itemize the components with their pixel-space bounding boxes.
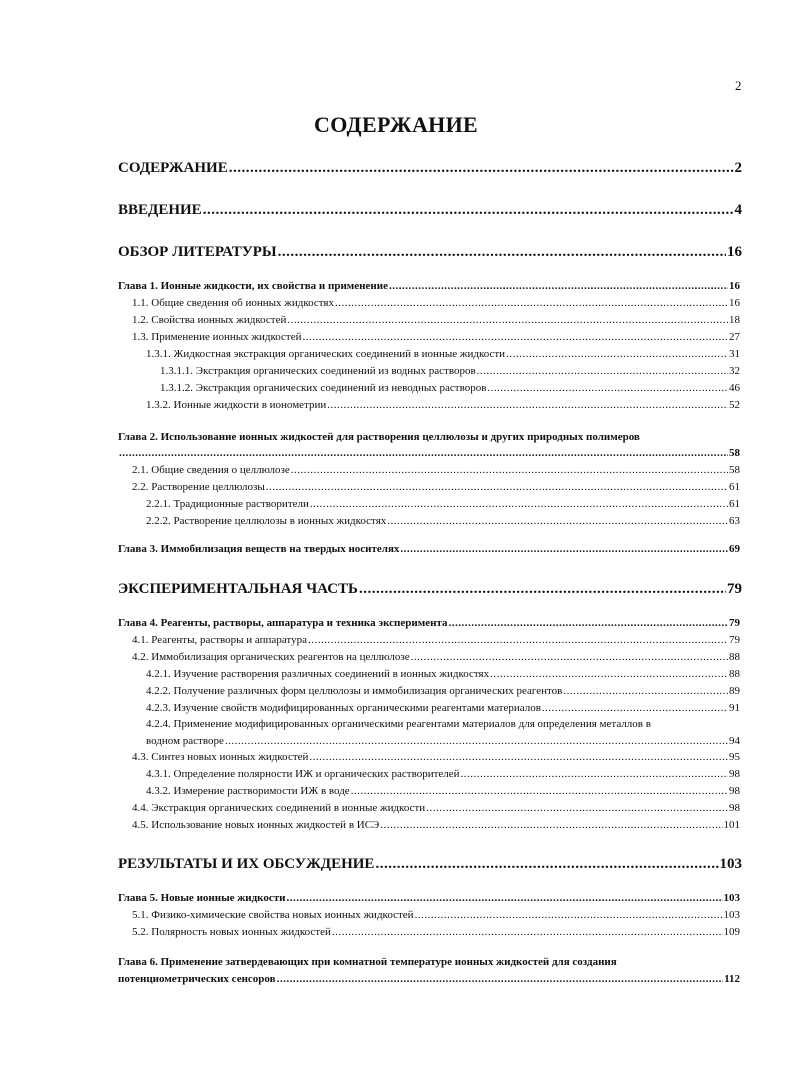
leader-dots — [415, 910, 723, 921]
leader-dots — [461, 769, 728, 780]
toc-entry-page: 101 — [723, 819, 740, 831]
toc-entry-4-2-2[interactable] — [146, 686, 740, 697]
toc-entry-label: РЕЗУЛЬТАТЫ И ИХ ОБСУЖДЕНИЕ — [118, 856, 375, 872]
toc-entry-4-2-4-title[interactable]: 4.2.4. Применение модифицированных органическими реагентами материалов для определения металлов в — [146, 718, 651, 730]
toc-entry-2-1[interactable] — [132, 465, 740, 476]
toc-entry-label: 4.2.3. Изучение свойств модифицированных органическими реагентами материалов — [146, 702, 541, 714]
toc-entry-5-1[interactable] — [132, 910, 740, 921]
toc-entry-page: 88 — [729, 651, 740, 663]
toc-entry-1-3-1-1[interactable] — [160, 366, 740, 377]
toc-entry-4-3-2[interactable] — [146, 786, 740, 797]
toc-entry-page: 79 — [729, 634, 740, 646]
toc-entry-page: 32 — [729, 365, 740, 377]
leader-dots — [426, 803, 728, 814]
toc-entry-page: 79 — [729, 617, 740, 629]
page-number: 2 — [735, 78, 742, 93]
toc-entry-chapter-6[interactable] — [118, 974, 740, 985]
leader-dots — [119, 448, 728, 459]
toc-entry-label: 5.2. Полярность новых ионных жидкостей — [132, 926, 331, 938]
toc-entry-label: 1.3.2. Ионные жидкости в ионометрии — [146, 399, 327, 411]
toc-entry-label: 4.4. Экстракция органических соединений в ионные жидкости — [132, 802, 426, 814]
toc-entry-page: 112 — [724, 973, 740, 985]
toc-entry-label: 1.2. Свойства ионных жидкостей — [132, 314, 287, 326]
leader-dots — [490, 669, 728, 680]
toc-entry-4-2-3[interactable] — [146, 703, 740, 714]
toc-entry-4-1[interactable] — [132, 635, 740, 646]
leader-dots — [278, 245, 726, 260]
leader-dots — [291, 465, 728, 476]
toc-entry-label: Глава 1. Ионные жидкости, их свойства и применение — [118, 280, 388, 292]
toc-entry-chapter-5[interactable] — [118, 893, 740, 904]
leader-dots — [308, 635, 728, 646]
toc-entry-1-3-2[interactable] — [146, 400, 740, 411]
leader-dots — [387, 516, 728, 527]
toc-entry-label: 4.1. Реагенты, растворы и аппаратура — [132, 634, 307, 646]
toc-entry-page: 79 — [727, 581, 742, 597]
leader-dots — [335, 298, 728, 309]
leader-dots — [287, 893, 723, 904]
toc-entry-page: 18 — [729, 314, 740, 326]
toc-entry-page: 52 — [729, 399, 740, 411]
toc-entry-label: ОБЗОР ЛИТЕРАТУРЫ — [118, 244, 277, 260]
toc-entry-chapter-3[interactable] — [118, 544, 740, 555]
toc-entry-label: 5.1. Физико-химические свойства новых ионных жидкостей — [132, 909, 414, 921]
toc-entry-page: 98 — [729, 785, 740, 797]
toc-entry-page: 91 — [729, 702, 740, 714]
toc-entry-introduction[interactable] — [118, 203, 742, 218]
toc-entry-page: 109 — [723, 926, 740, 938]
toc-entry-label: 2.1. Общие сведения о целлюлозе — [132, 464, 290, 476]
leader-dots — [448, 618, 728, 629]
toc-entry-label: 1.3.1.1. Экстракция органических соединений из водных растворов — [160, 365, 476, 377]
toc-entry-1-3-1[interactable] — [146, 349, 740, 360]
toc-entry-label: 4.3. Синтез новых ионных жидкостей — [132, 751, 309, 763]
toc-entry-page: 63 — [729, 515, 740, 527]
leader-dots — [487, 383, 728, 394]
leader-dots — [351, 786, 728, 797]
toc-entry-contents[interactable] — [118, 161, 742, 176]
leader-dots — [400, 544, 728, 555]
toc-entry-4-3-1[interactable] — [146, 769, 740, 780]
toc-entry-page: 16 — [729, 297, 740, 309]
toc-entry-page: 16 — [729, 280, 740, 292]
toc-entry-label: 4.2.2. Получение различных форм целлюлозы и иммобилизация органических реагентов — [146, 685, 563, 697]
toc-entry-page: 98 — [729, 768, 740, 780]
toc-entry-label: 1.3.1.2. Экстракция органических соединений из неводных растворов — [160, 382, 487, 394]
toc-entry-label: потенциометрических сенсоров — [118, 973, 276, 985]
toc-entry-page: 58 — [729, 447, 740, 459]
leader-dots — [203, 203, 734, 218]
toc-entry-label: водном растворе — [146, 735, 224, 747]
toc-entry-4-3[interactable] — [132, 752, 740, 763]
toc-entry-page: 46 — [729, 382, 740, 394]
toc-entry-4-2-4[interactable] — [146, 736, 740, 747]
toc-entry-5-2[interactable] — [132, 927, 740, 938]
leader-dots — [277, 974, 724, 985]
toc-entry-label: 2.2. Растворение целлюлозы — [132, 481, 265, 493]
toc-entry-label: Глава 5. Новые ионные жидкости — [118, 892, 286, 904]
toc-entry-results[interactable] — [118, 857, 742, 872]
toc-entry-page: 31 — [729, 348, 740, 360]
page-title: СОДЕРЖАНИЕ — [314, 112, 478, 137]
toc-entry-label: Глава 3. Иммобилизация веществ на твердых носителях — [118, 543, 400, 555]
leader-dots — [229, 161, 734, 176]
toc-entry-2-2-2[interactable] — [146, 516, 740, 527]
toc-entry-2-2[interactable] — [132, 482, 740, 493]
toc-entry-page: 58 — [729, 464, 740, 476]
leader-dots — [477, 366, 728, 377]
leader-dots — [506, 349, 728, 360]
toc-entry-4-2-1[interactable] — [146, 669, 740, 680]
toc-entry-1-1[interactable] — [132, 298, 740, 309]
leader-dots — [389, 281, 728, 292]
toc-entry-page: 61 — [729, 498, 740, 510]
toc-entry-page: 103 — [719, 856, 742, 872]
toc-entry-page: 27 — [729, 331, 740, 343]
leader-dots — [287, 315, 728, 326]
toc-entry-page: 4 — [734, 202, 742, 218]
toc-entry-label: 4.5. Использование новых ионных жидкостей в ИСЭ — [132, 819, 380, 831]
toc-entry-chapter-2-title[interactable]: Глава 2. Использование ионных жидкостей для растворения целлюлозы и других природных полимеров — [118, 431, 640, 443]
toc-entry-4-5[interactable] — [132, 820, 740, 831]
toc-entry-experimental[interactable] — [118, 582, 742, 597]
toc-entry-label: 1.1. Общие сведения об ионных жидкостях — [132, 297, 334, 309]
toc-entry-page: 69 — [729, 543, 740, 555]
toc-entry-label: 2.2.1. Традиционные растворители — [146, 498, 309, 510]
toc-entry-page: 98 — [729, 802, 740, 814]
toc-entry-page: 61 — [729, 481, 740, 493]
toc-entry-page: 95 — [729, 751, 740, 763]
toc-entry-label: 1.3. Применение ионных жидкостей — [132, 331, 302, 343]
toc-entry-label: 4.3.1. Определение полярности ИЖ и органических растворителей — [146, 768, 460, 780]
toc-entry-label: 2.2.2. Растворение целлюлозы в ионных жидкостях — [146, 515, 387, 527]
toc-entry-chapter-4[interactable] — [118, 618, 740, 629]
toc-entry-label: 4.2.1. Изучение растворения различных соединений в ионных жидкостях — [146, 668, 490, 680]
leader-dots — [332, 927, 723, 938]
leader-dots — [303, 332, 728, 343]
leader-dots — [359, 582, 726, 597]
toc-entry-label: Глава 4. Реагенты, растворы, аппаратура и техника эксперимента — [118, 617, 448, 629]
toc-entry-page: 94 — [729, 735, 740, 747]
toc-entry-1-3[interactable] — [132, 332, 740, 343]
toc-entry-label: СОДЕРЖАНИЕ — [118, 160, 228, 176]
toc-entry-label: ВВЕДЕНИЕ — [118, 202, 202, 218]
toc-entry-chapter-1[interactable] — [118, 281, 740, 292]
leader-dots — [411, 652, 728, 663]
leader-dots — [309, 752, 728, 763]
toc-entry-page: 88 — [729, 668, 740, 680]
toc-entry-page: 103 — [723, 892, 740, 904]
toc-entry-2-2-1[interactable] — [146, 499, 740, 510]
toc-entry-page: 103 — [723, 909, 740, 921]
toc-entry-page: 16 — [727, 244, 742, 260]
toc-entry-1-2[interactable] — [132, 315, 740, 326]
toc-entry-label: 4.2. Иммобилизация органических реагентов на целлюлозе — [132, 651, 410, 663]
leader-dots — [380, 820, 722, 831]
leader-dots — [542, 703, 728, 714]
toc-entry-1-3-1-2[interactable] — [160, 383, 740, 394]
toc-entry-chapter-6-title[interactable]: Глава 6. Применение затвердевающих при комнатной температуре ионных жидкостей для создания — [118, 956, 617, 968]
toc-entry-page: 89 — [729, 685, 740, 697]
leader-dots — [266, 482, 728, 493]
toc-entry-4-4[interactable] — [132, 803, 740, 814]
toc-entry-4-2[interactable] — [132, 652, 740, 663]
toc-entry-label: 1.3.1. Жидкостная экстракция органических соединений в ионные жидкости — [146, 348, 506, 360]
toc-entry-chapter-2[interactable] — [118, 448, 740, 459]
toc-entry-label: 4.3.2. Измерение растворимости ИЖ в воде — [146, 785, 350, 797]
toc-entry-page: 2 — [734, 160, 742, 176]
toc-entry-label: ЭКСПЕРИМЕНТАЛЬНАЯ ЧАСТЬ — [118, 581, 358, 597]
leader-dots — [563, 686, 728, 697]
leader-dots — [225, 736, 728, 747]
leader-dots — [327, 400, 728, 411]
toc-entry-literature-review[interactable] — [118, 245, 742, 260]
leader-dots — [310, 499, 728, 510]
leader-dots — [375, 857, 718, 872]
